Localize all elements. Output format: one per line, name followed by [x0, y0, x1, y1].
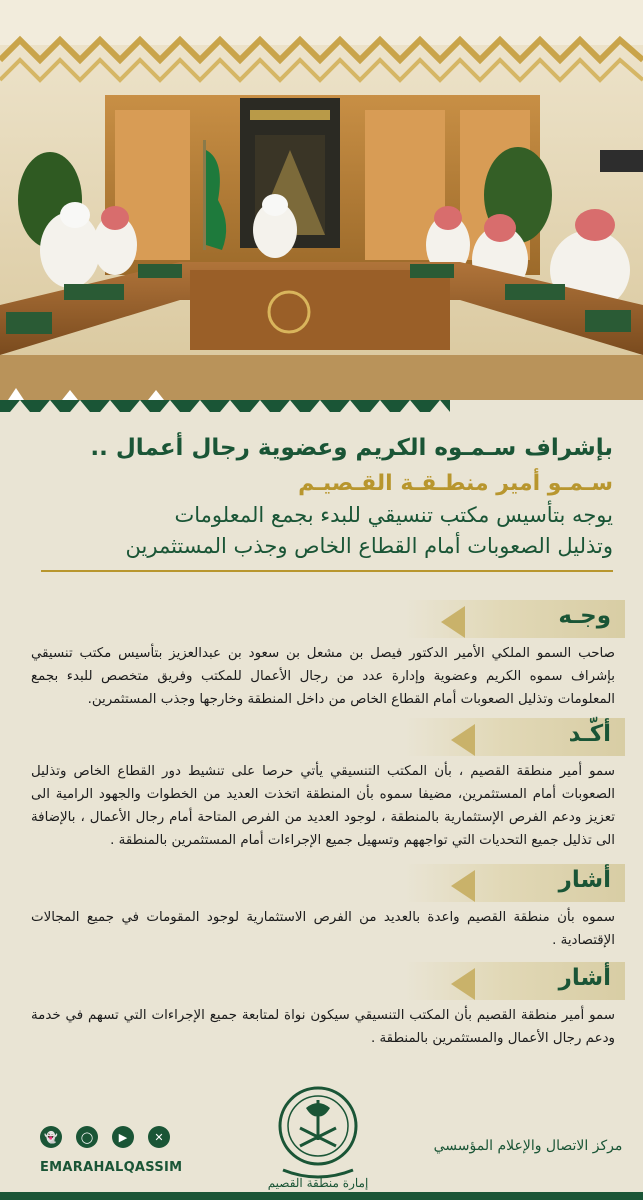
section-tag	[405, 962, 625, 1000]
bottom-bar	[0, 1192, 643, 1200]
triangle-decoration	[451, 724, 475, 756]
section-indicated-2	[25, 962, 625, 1050]
meeting-photo	[0, 0, 643, 400]
section-title: أشار	[558, 867, 611, 893]
headline-line-4: وتذليل الصعوبات أمام القطاع الخاص وجذب المستثمرين	[125, 534, 613, 558]
section-directed	[25, 600, 625, 711]
section-indicated-1	[25, 864, 625, 952]
section-title: أكّـد	[568, 721, 611, 747]
footer	[0, 1068, 643, 1200]
section-header	[25, 718, 625, 756]
headline-line-3: يوجه بتأسيس مكتب تنسيقي للبدء بجمع المعلومات	[174, 503, 613, 527]
snapchat-icon[interactable]: 👻	[40, 1126, 62, 1148]
section-tag	[405, 600, 625, 638]
section-body: سمو أمير منطقة القصيم ، بأن المكتب التنسيقي يأتي حرصا على تنشيط دور القطاع الخاص وتذليل الصعوبات أمام المستثمرين، مضيفا سموه بأن المنطقة اتخذت العديد من الخطوات والجهود الرامية الى تعزيز ودعم الفرص الإستثمارية بالمنطقة ، لوجود العديد من الفرص المتاحة أمام رجال الأعمال ، بالإضافة الى تذليل جميع التحديات التي تواجههم وتسهيل جميع الإجراءات أمام المستثمرين بالمنطقة .	[31, 764, 615, 848]
section-body: سمو أمير منطقة القصيم بأن المكتب التنسيقي سيكون نواة لمتابعة جميع الإجراءات التي تسهم في خدمة ودعم رجال الأعمال والمستثمرين بالمنطقة .	[31, 1008, 615, 1046]
section-body: صاحب السمو الملكي الأمير الدكتور فيصل بن مشعل بن سعود بن عبدالعزيز بتأسيس مكتب تنسيقي بإشراف سموه الكريم وعضوية وإدارة عدد من رجال الأعمال للمكتب وفريق متخصص للبدء بجمع المعلومات وتذليل الصعوبات أمام القطاع الخاص من داخل المنطقة وخارجها وجذب المستثمرين.	[31, 646, 615, 707]
section-title: وجـه	[558, 603, 611, 629]
triangle-band-decoration	[0, 388, 450, 412]
headline-divider	[41, 570, 613, 572]
triangle-decoration	[441, 606, 465, 638]
media-center-name: مركز الاتصال والإعلام المؤسسي	[433, 1138, 623, 1154]
youtube-icon[interactable]: ▶	[112, 1126, 134, 1148]
section-title: أشار	[558, 965, 611, 991]
section-header	[25, 600, 625, 638]
section-header	[25, 864, 625, 902]
instagram-icon[interactable]: ◯	[76, 1126, 98, 1148]
section-confirmed	[25, 718, 625, 852]
social-icons-row	[40, 1126, 170, 1148]
social-handle[interactable]: EMARAHALQASSIM	[40, 1160, 183, 1175]
section-tag	[405, 718, 625, 756]
social-links	[40, 1126, 190, 1175]
section-tag	[405, 864, 625, 902]
headline-block	[23, 432, 613, 562]
triangle-decoration	[451, 968, 475, 1000]
headline-line-2: سـمـو أمير منطـقـة القـصيـم	[298, 471, 613, 496]
triangle-decoration	[451, 870, 475, 902]
meeting-photo-illustration	[0, 0, 643, 400]
emblem-caption: إمارة منطقة القصيم	[267, 1176, 369, 1190]
x-icon[interactable]: ✕	[148, 1126, 170, 1148]
section-body: سموه بأن منطقة القصيم واعدة بالعديد من الفرص الاستثمارية لوجود المقومات في جميع المجالات الإقتصادية .	[31, 910, 615, 948]
headline-line-1: بإشراف سـمـوه الكريم وعضوية رجال أعمال ..	[90, 435, 613, 461]
section-header	[25, 962, 625, 1000]
emirate-emblem-icon	[268, 1078, 368, 1188]
